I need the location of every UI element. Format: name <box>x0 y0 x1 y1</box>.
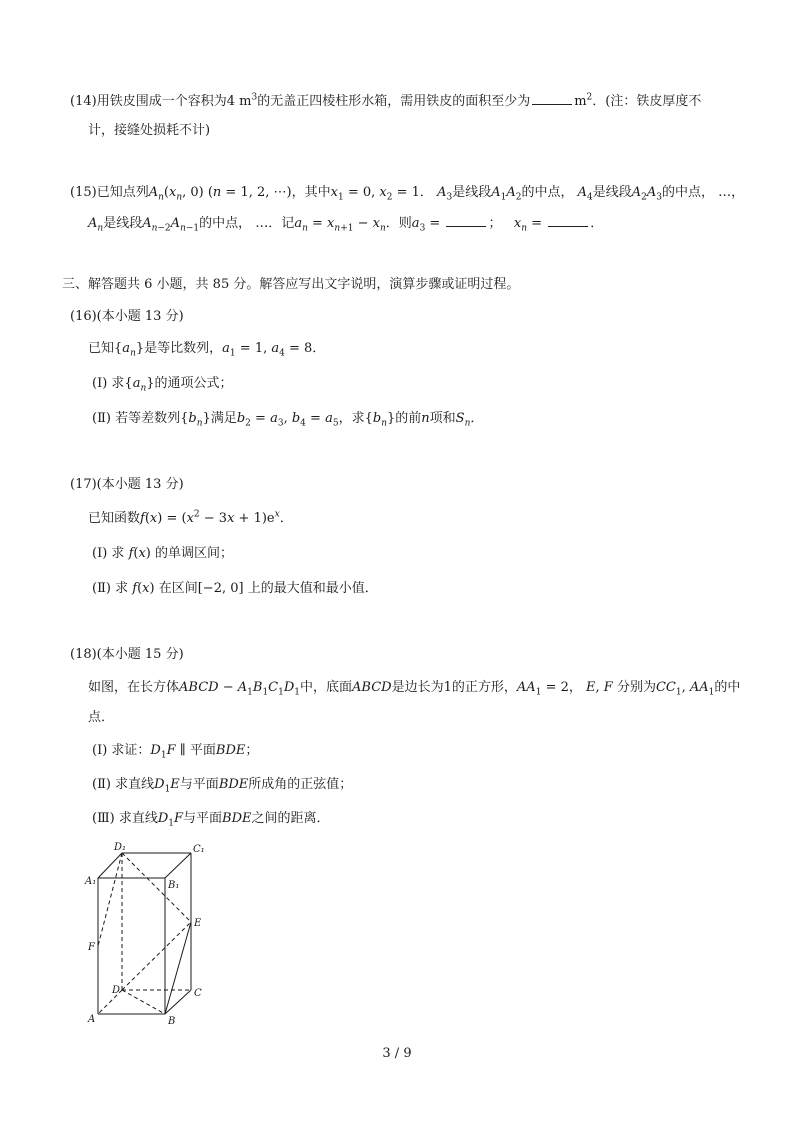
q17-part2: (Ⅱ) 求 f(x) 在区间[−2, 0] 上的最大值和最小值． <box>92 581 378 596</box>
label-A: A <box>88 1014 96 1025</box>
label-E: E <box>194 918 202 929</box>
label-F: F <box>88 942 95 953</box>
q14-line1: (14)用铁皮围成一个容积为4 $m^3$的无盖正四棱柱形水箱，需用铁皮的面积至少为 $m^2$．(注：铁皮厚度不 <box>70 92 702 109</box>
label-D: D <box>112 985 121 996</box>
q18-header: (18)(本小题 15 分) <box>70 647 184 662</box>
q18-part2: (Ⅱ) 求直线$D_1E$与平面BDE所成角的正弦值； <box>92 777 353 795</box>
q18-stem-line2: 点． <box>88 710 115 725</box>
label-C1: C₁ <box>193 844 205 855</box>
q16-header: (16)(本小题 13 分) <box>70 309 184 324</box>
q15-line2: $A_n$是线段$A_{n-2}A_{n-1}$的中点， …．记$a_n = x_{n+1} - x_n$．则$a_3$ = ； $x_n$ = ． <box>88 216 604 234</box>
q16-part1: (Ⅰ) 求$\{a_n\}$的通项公式； <box>92 376 233 394</box>
q17-header: (17)(本小题 13 分) <box>70 477 184 492</box>
q18-part3: (Ⅲ) 求直线$D_1F$与平面BDE之间的距离． <box>92 811 330 829</box>
q18-part1: (Ⅰ) 求证：$D_1F$ ∥ 平面BDE； <box>92 743 259 761</box>
label-C: C <box>194 988 202 999</box>
q18-stem-line1: 如图，在长方体ABCD − $A_1B_1C_1D_1$中，底面ABCD是边长为1的正方形，$AA_1 = 2$， E, F 分别为$CC_1$, $AA_1$的中 <box>88 680 741 698</box>
label-B1: B₁ <box>168 880 180 891</box>
q16-stem: 已知$\{a_n\}$是等比数列，$a_1 = 1$, $a_4 = 8$． <box>88 341 326 359</box>
q16-part2: (Ⅱ) 若等差数列$\{b_n\}$满足$b_2 = a_3$, $b_4 = a_5$，求$\{b_n\}$的前n项和$S_n$． <box>92 411 484 429</box>
q14-line2: 计，接缝处损耗不计) <box>88 123 211 138</box>
q17-part1: (Ⅰ) 求 f(x) 的单调区间； <box>92 546 234 561</box>
page-number: 3 / 9 <box>382 1046 412 1061</box>
q15-line1: (15)已知点列$A_n(x_n$, 0) (n = 1, 2, ⋯)，其中$x_1 = 0$, $x_2 = 1$． $A_3$是线段$A_1A_2$的中点， $A_4$是线段$A_2A_3$的中点， …， <box>70 185 745 203</box>
label-B: B <box>168 1016 176 1027</box>
section-heading: 三、解答题共 6 小题，共 85 分。解答应写出文字说明，演算步骤或证明过程。 <box>62 277 520 292</box>
q17-stem: 已知函数$f(x) = (x^2 - 3x + 1)e^x$． <box>88 509 293 526</box>
label-D1: D₁ <box>114 842 127 853</box>
label-A1: A₁ <box>85 876 97 887</box>
